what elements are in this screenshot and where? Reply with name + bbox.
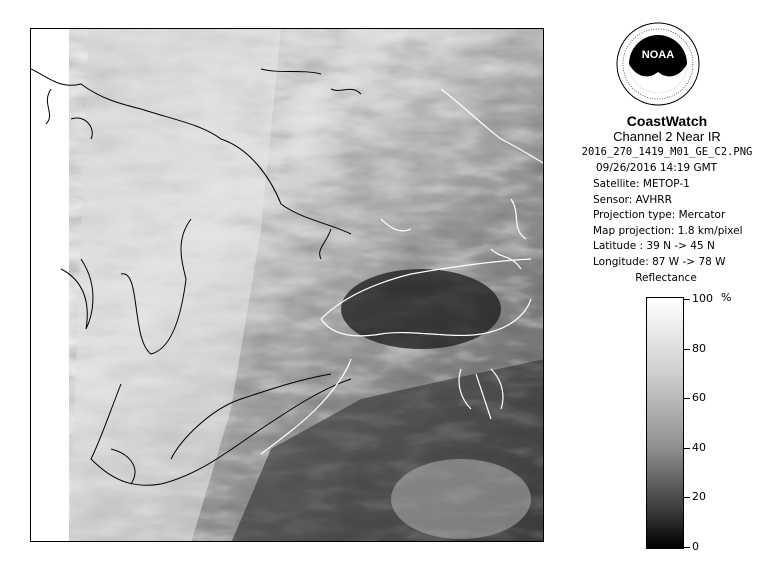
legend-tick xyxy=(684,398,690,399)
legend-tick-label: 100 xyxy=(692,292,713,305)
legend-tick xyxy=(684,448,690,449)
legend-title: Reflectance xyxy=(635,272,697,284)
longitude: Longitude: 87 W -> 78 W xyxy=(593,256,726,268)
channel-name: Channel 2 Near IR xyxy=(613,129,721,144)
legend-tick-label: 80 xyxy=(692,341,706,355)
legend-tick xyxy=(684,497,690,498)
filename: 2016_270_1419_M01_GE_C2.PNG xyxy=(581,146,753,158)
map-image xyxy=(31,29,544,542)
legend-tick-label: 40 xyxy=(692,440,706,454)
legend-tick-label: 0 xyxy=(692,540,699,553)
reflectance-colorbar xyxy=(646,297,684,549)
sensor: Sensor: AVHRR xyxy=(593,194,672,206)
legend-tick-label: 60 xyxy=(692,391,706,405)
logo-text: NOAA xyxy=(641,49,675,61)
noaa-logo xyxy=(616,22,700,106)
legend-tick xyxy=(684,547,690,548)
satellite: Satellite: METOP-1 xyxy=(593,178,690,190)
legend-tick-label: 20 xyxy=(692,490,706,504)
legend-tick xyxy=(684,349,690,350)
legend-unit: % xyxy=(721,291,732,304)
projection-type: Projection type: Mercator xyxy=(593,209,726,221)
map-projection: Map projection: 1.8 km/pixel xyxy=(593,225,743,237)
app-title: CoastWatch xyxy=(626,113,708,129)
datetime: 09/26/2016 14:19 GMT xyxy=(596,162,718,174)
latitude: Latitude : 39 N -> 45 N xyxy=(593,240,715,252)
legend-tick xyxy=(684,299,690,300)
satellite-map xyxy=(30,28,544,542)
